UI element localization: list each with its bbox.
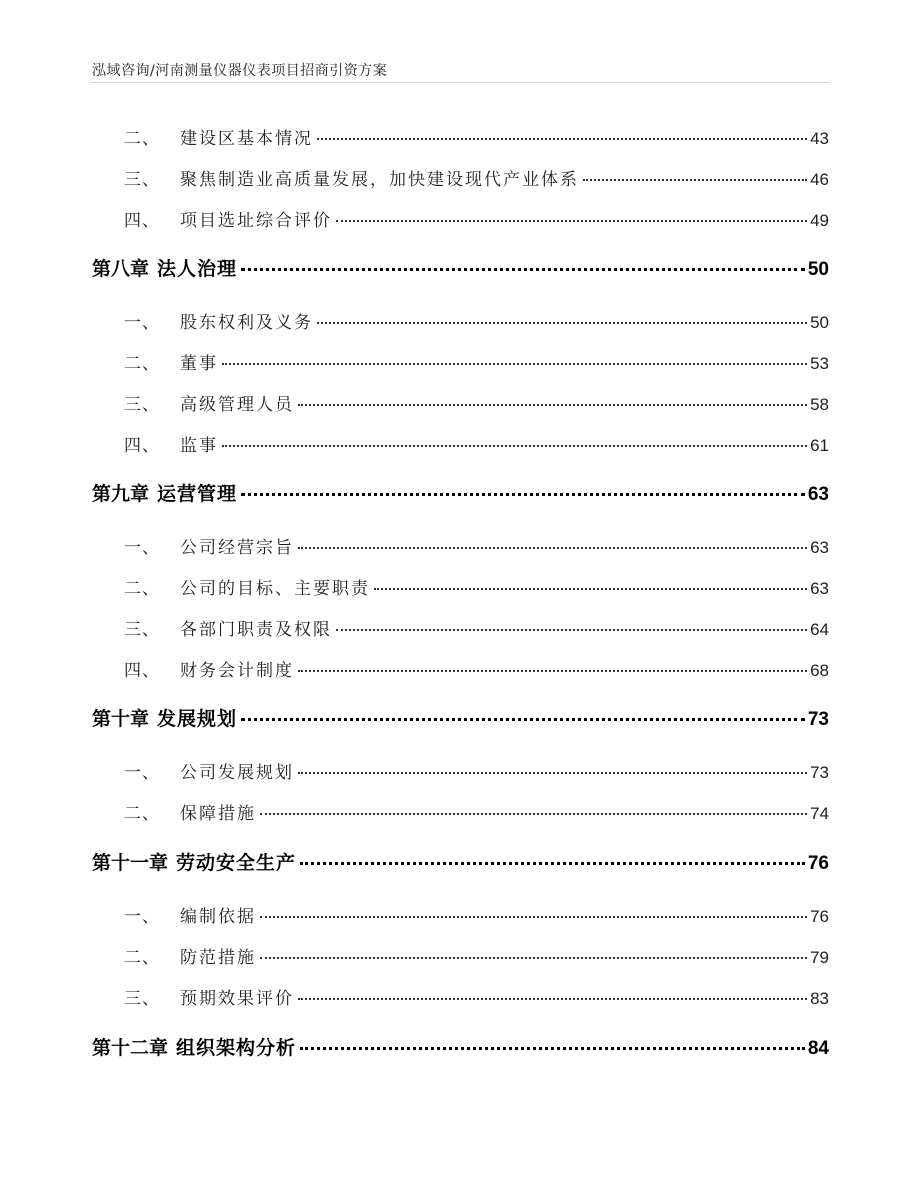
dot-leader bbox=[222, 363, 807, 365]
dot-leader bbox=[241, 268, 805, 271]
toc-chapter-number: 第十章 bbox=[92, 708, 150, 730]
toc-entry[interactable] bbox=[124, 943, 829, 968]
dot-leader bbox=[298, 998, 807, 1000]
dot-leader bbox=[260, 813, 807, 815]
toc-entry-page: 61 bbox=[810, 436, 829, 455]
toc-entry-number: 三、 bbox=[124, 170, 160, 190]
toc-entry-title: 公司经营宗旨 bbox=[180, 538, 294, 558]
toc-entry-page: 63 bbox=[810, 579, 829, 598]
toc-entry-number: 二、 bbox=[124, 804, 160, 824]
toc-entry-title: 公司发展规划 bbox=[180, 763, 294, 783]
toc-entry-title: 聚焦制造业高质量发展，加快建设现代产业体系 bbox=[180, 170, 579, 190]
toc-entry-page: 64 bbox=[810, 620, 829, 639]
toc-entry[interactable] bbox=[124, 533, 829, 558]
dot-leader bbox=[336, 220, 807, 222]
toc-entry-title: 编制依据 bbox=[180, 907, 256, 927]
toc-chapter-page: 50 bbox=[807, 259, 829, 280]
toc-chapter-page: 84 bbox=[807, 1038, 829, 1059]
toc-entry-title: 董事 bbox=[180, 354, 218, 374]
toc-chapter-number: 第八章 bbox=[92, 258, 150, 280]
toc-entry-title: 保障措施 bbox=[180, 804, 256, 824]
toc-entry-page: 63 bbox=[810, 538, 829, 557]
dot-leader bbox=[317, 138, 807, 140]
toc-chapter[interactable] bbox=[92, 1033, 829, 1060]
toc-chapter-page: 63 bbox=[807, 484, 829, 505]
toc-entry[interactable] bbox=[124, 984, 829, 1009]
dot-leader bbox=[300, 862, 805, 865]
toc-entry-title: 监事 bbox=[180, 436, 218, 456]
dot-leader bbox=[374, 588, 807, 590]
toc-chapter-title: 运营管理 bbox=[157, 483, 238, 505]
toc-entry-number: 一、 bbox=[124, 538, 160, 558]
dot-leader bbox=[300, 1047, 805, 1050]
toc-entry-title: 预期效果评价 bbox=[180, 989, 294, 1009]
toc-entry-number: 四、 bbox=[124, 211, 160, 231]
toc-entry-title: 公司的目标、主要职责 bbox=[180, 579, 370, 599]
toc-entry-title: 财务会计制度 bbox=[180, 661, 294, 681]
toc-entry[interactable] bbox=[124, 902, 829, 927]
toc-chapter-page: 73 bbox=[807, 709, 829, 730]
toc-chapter-number: 第九章 bbox=[92, 483, 150, 505]
toc-entry-number: 一、 bbox=[124, 907, 160, 927]
toc-entry-title: 股东权利及义务 bbox=[180, 313, 313, 333]
toc-entry-number: 二、 bbox=[124, 579, 160, 599]
toc-entry-number: 二、 bbox=[124, 129, 160, 149]
toc-entry-page: 50 bbox=[810, 313, 829, 332]
dot-leader bbox=[298, 670, 807, 672]
toc-entry[interactable] bbox=[124, 390, 829, 415]
toc-entry-page: 73 bbox=[810, 763, 829, 782]
toc-entry-title: 防范措施 bbox=[180, 948, 256, 968]
toc-entry-page: 58 bbox=[810, 395, 829, 414]
toc-entry[interactable] bbox=[124, 615, 829, 640]
toc-entry-page: 83 bbox=[810, 989, 829, 1008]
toc-chapter-title: 法人治理 bbox=[157, 258, 238, 280]
toc-chapter-number: 第十二章 bbox=[92, 1037, 169, 1059]
toc-chapter-page: 76 bbox=[807, 853, 829, 874]
toc-entry[interactable] bbox=[124, 308, 829, 333]
dot-leader bbox=[298, 547, 807, 549]
dot-leader bbox=[260, 916, 807, 918]
toc-entry[interactable] bbox=[124, 758, 829, 783]
dot-leader bbox=[298, 772, 807, 774]
toc-entry-page: 49 bbox=[810, 211, 829, 230]
toc-chapter[interactable] bbox=[92, 254, 829, 281]
toc-chapter-title: 组织架构分析 bbox=[176, 1037, 297, 1059]
toc-entry[interactable] bbox=[124, 206, 829, 231]
toc-entry-number: 四、 bbox=[124, 436, 160, 456]
header-rule bbox=[90, 82, 830, 83]
toc-entry-number: 四、 bbox=[124, 661, 160, 681]
toc-entry[interactable] bbox=[124, 574, 829, 599]
dot-leader bbox=[241, 493, 805, 496]
toc-entry-number: 一、 bbox=[124, 763, 160, 783]
toc-chapter-title: 发展规划 bbox=[157, 708, 238, 730]
toc-chapter-number: 第十一章 bbox=[92, 852, 169, 874]
dot-leader bbox=[583, 179, 807, 181]
toc-entry-page: 68 bbox=[810, 661, 829, 680]
toc-entry-title: 各部门职责及权限 bbox=[180, 620, 332, 640]
toc-entry-page: 76 bbox=[810, 907, 829, 926]
toc-entry[interactable] bbox=[124, 124, 829, 149]
toc-entry-title: 项目选址综合评价 bbox=[180, 211, 332, 231]
toc-chapter[interactable] bbox=[92, 479, 829, 506]
toc-chapter[interactable] bbox=[92, 704, 829, 731]
toc-entry[interactable] bbox=[124, 656, 829, 681]
toc-chapter[interactable] bbox=[92, 848, 829, 875]
dot-leader bbox=[317, 322, 807, 324]
toc-entry[interactable] bbox=[124, 799, 829, 824]
dot-leader bbox=[222, 445, 807, 447]
toc-entry-number: 二、 bbox=[124, 948, 160, 968]
toc-entry-page: 43 bbox=[810, 129, 829, 148]
toc-entry-number: 二、 bbox=[124, 354, 160, 374]
dot-leader bbox=[241, 718, 805, 721]
toc-entry-number: 三、 bbox=[124, 989, 160, 1009]
dot-leader bbox=[260, 957, 807, 959]
toc-entry-number: 三、 bbox=[124, 395, 160, 415]
toc-entry[interactable] bbox=[124, 431, 829, 456]
toc-entry-page: 46 bbox=[810, 170, 829, 189]
dot-leader bbox=[298, 404, 807, 406]
toc-entry-page: 53 bbox=[810, 354, 829, 373]
toc-entry-title: 建设区基本情况 bbox=[180, 129, 313, 149]
toc-entry[interactable] bbox=[124, 165, 829, 190]
toc-entry-page: 79 bbox=[810, 948, 829, 967]
running-header: 泓域咨询/河南测量仪器仪表项目招商引资方案 bbox=[92, 63, 388, 79]
toc-entry-title: 高级管理人员 bbox=[180, 395, 294, 415]
toc-chapter-title: 劳动安全生产 bbox=[176, 852, 297, 874]
dot-leader bbox=[336, 629, 807, 631]
toc-entry-number: 三、 bbox=[124, 620, 160, 640]
toc-entry-page: 74 bbox=[810, 804, 829, 823]
toc-entry[interactable] bbox=[124, 349, 829, 374]
toc-entry-number: 一、 bbox=[124, 313, 160, 333]
